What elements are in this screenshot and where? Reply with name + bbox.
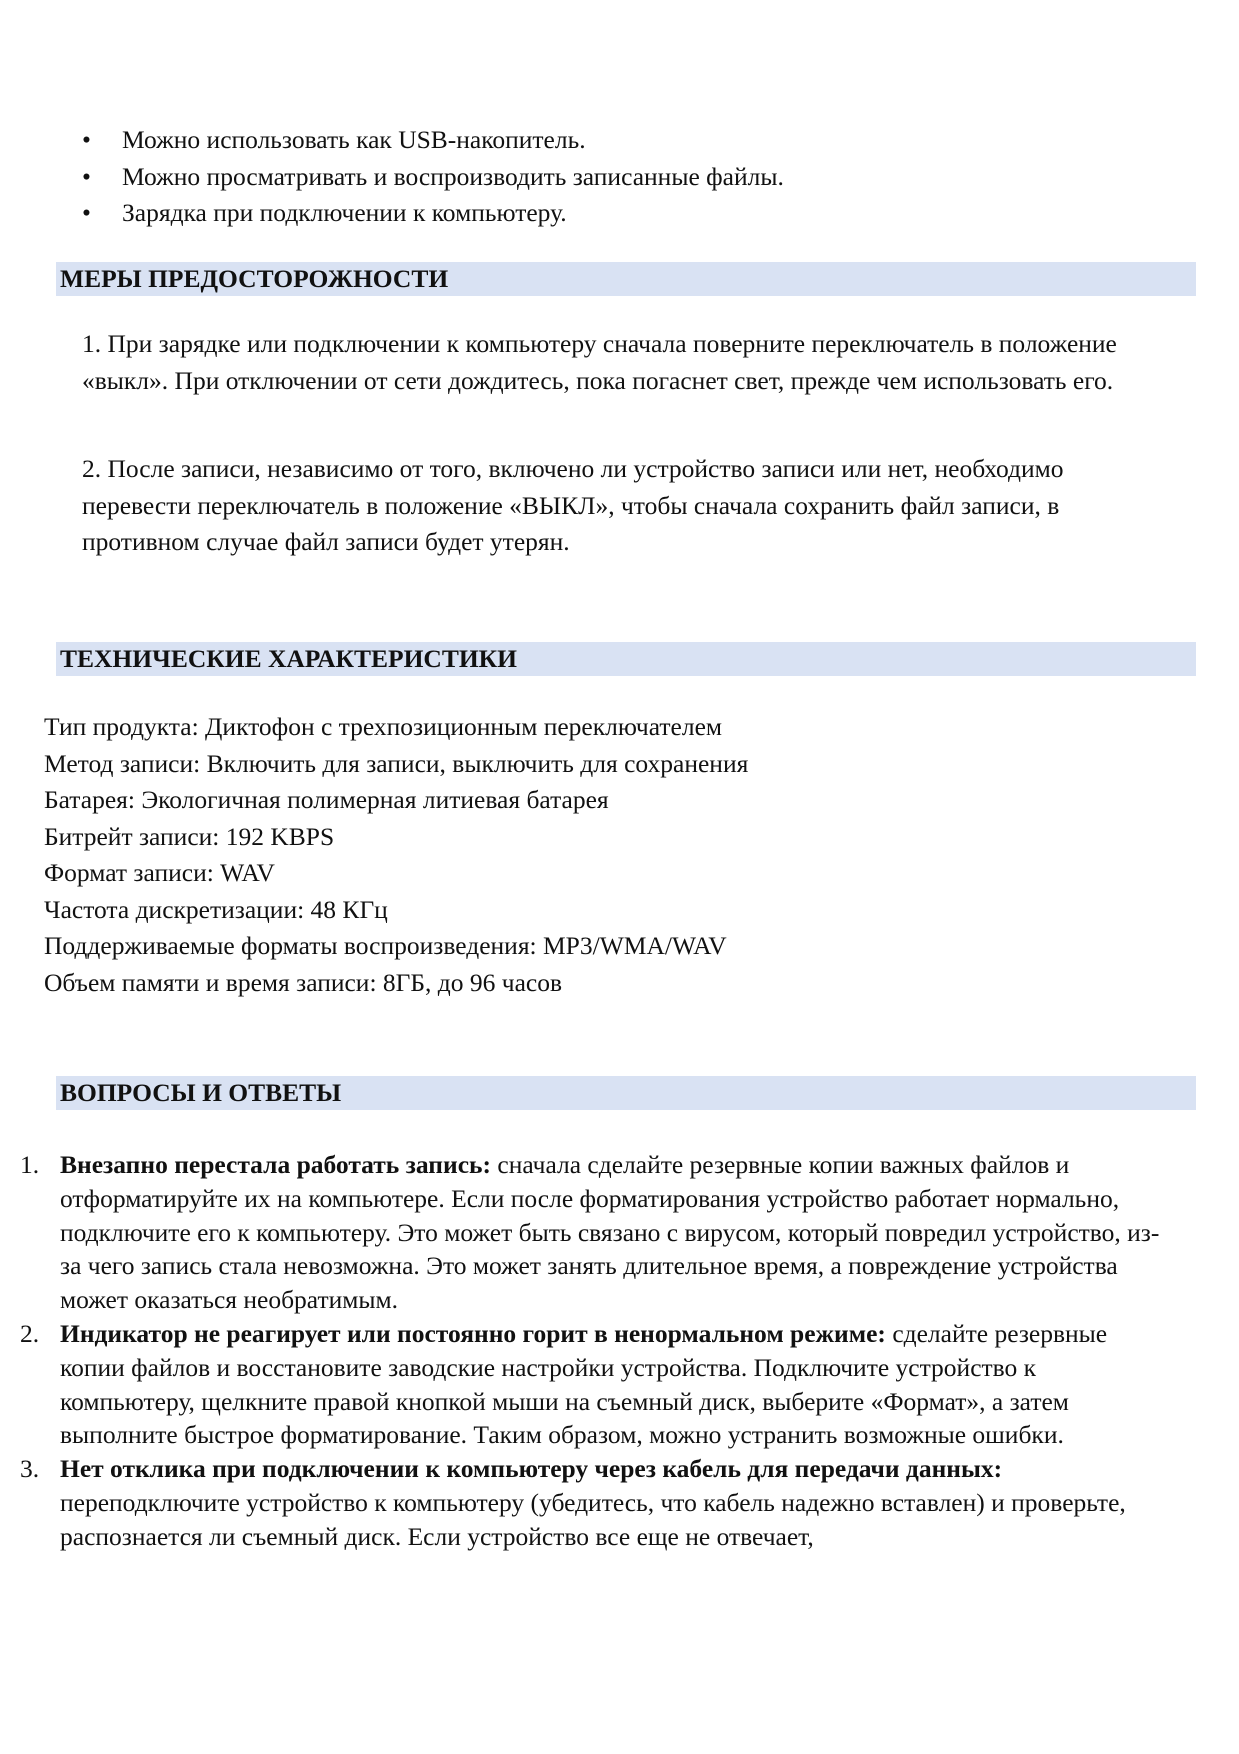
precautions-heading: МЕРЫ ПРЕДОСТОРОЖНОСТИ [56, 262, 1196, 296]
specs-heading: ТЕХНИЧЕСКИЕ ХАРАКТЕРИСТИКИ [56, 642, 1196, 676]
spec-item: Метод записи: Включить для записи, выключить для сохранения [44, 748, 749, 778]
spec-item: Битрейт записи: 192 KBPS [44, 821, 335, 851]
faq-list [20, 1148, 1165, 1554]
faq-item [20, 1317, 1165, 1452]
spec-item: Поддерживаемые форматы воспроизведения: MP3/WMA/WAV [44, 931, 727, 960]
precaution-item: 1. При зарядке или подключении к компьютеру сначала поверните переключатель в положение «выкл». При отключении от сети дождитесь, пока погаснет свет, прежде чем использовать его. [82, 329, 1117, 395]
faq-question: Индикатор не реагирует или постоянно горит в ненормальном режиме: [60, 1318, 886, 1348]
faq-answer: переподключите устройство к компьютеру (убедитесь, что кабель надежно вставлен) и проверьте, распознается ли съемный диск. Если устройство все еще не отвечает, [60, 1487, 1126, 1551]
faq-answer: сделайте резервные копии файлов и восстановите заводские настройки устройства. Подключите устройство к компьютеру, щелкните правой кнопкой мыши на съемный диск, выберите «Формат», а затем выполните быстрое форматирование. Таким образом, можно устранить возможные ошибки. [60, 1318, 1108, 1450]
feature-item: • Можно использовать как USB-накопитель. [82, 122, 1162, 159]
precaution-item: 2. После записи, независимо от того, включено ли устройство записи или нет, необходимо перевести переключатель в положение «ВЫКЛ», чтобы сначала сохранить файл записи, в противном случае файл записи будет утерян. [82, 454, 1064, 556]
faq-heading: ВОПРОСЫ И ОТВЕТЫ [56, 1076, 1196, 1110]
spec-item: Формат записи: WAV [44, 858, 275, 887]
faq-number: 1. [20, 1150, 40, 1179]
faq-number: 3. [20, 1454, 40, 1484]
faq-question: Нет отклика при подключении к компьютеру через кабель для передачи данных: [60, 1454, 1003, 1484]
feature-item: • Можно просматривать и воспроизводить записанные файлы. [82, 159, 1162, 196]
faq-answer: сначала сделайте резервные копии важных файлов и отформатируйте их на компьютере. Если после форматирования устройство работает нормально, подключите его к компьютеру. Это может быть связано с вирусом, который повредил устройство, из-за чего запись стала невозможна. Это может занять длительное время, а повреждение устройства может оказаться необратимым. [60, 1150, 1160, 1315]
faq-item [20, 1452, 1165, 1553]
faq-item [20, 1148, 1165, 1317]
faq-question: Внезапно перестала работать запись: [60, 1150, 491, 1179]
spec-item: Тип продукта: Диктофон с трехпозиционным переключателем [44, 712, 723, 741]
spec-item: Батарея: Экологичная полимерная литиевая батарея [44, 785, 609, 814]
faq-number: 2. [20, 1318, 40, 1348]
feature-list [82, 122, 1162, 232]
feature-item: • Зарядка при подключении к компьютеру. [82, 195, 1162, 232]
spec-item: Частота дискретизации: 48 КГц [44, 894, 388, 924]
specs-list [44, 709, 1144, 1001]
spec-item: Объем памяти и время записи: 8ГБ, до 96 часов [44, 967, 563, 997]
